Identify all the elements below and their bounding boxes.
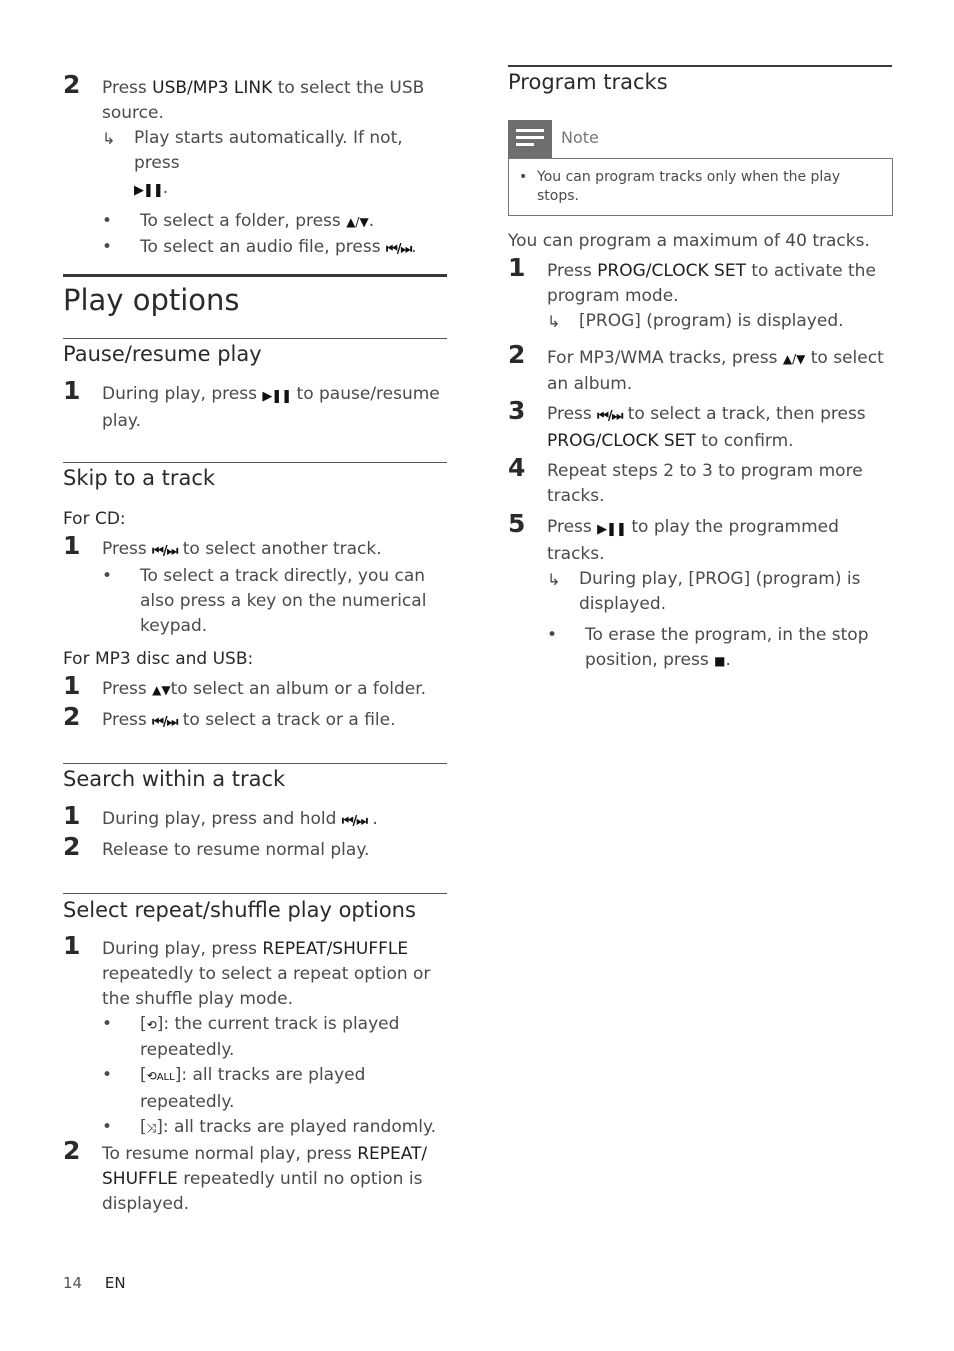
page-title: Play options — [63, 283, 240, 317]
program-tracks-heading: Program tracks — [508, 70, 668, 94]
divider — [63, 462, 447, 463]
prev-next-icon: ⏮/⏭ — [152, 544, 178, 559]
search-step-2: 2 Release to resume normal play. — [63, 832, 370, 861]
for-cd-label: For CD: — [63, 509, 126, 529]
program-step-2: 2 For MP3/WMA tracks, press ▲/▼ to select an album. — [508, 340, 884, 394]
mp3-step-2: 2 Press ⏮/⏭ to select a track or a file. — [63, 708, 447, 735]
prev-next-icon: ⏮/⏭ — [597, 409, 623, 424]
program-step-3: 3 Press ⏮/⏭ to select a track, then press PROG/CLOCK SET to confirm. — [508, 396, 866, 451]
note-label: Note — [561, 128, 599, 147]
repeat-shuffle-heading: Select repeat/shuffle play options — [63, 898, 416, 922]
result-arrow-icon: ↳ — [547, 570, 561, 589]
page-footer — [63, 1274, 126, 1292]
prog-clock-set-key: PROG/CLOCK SET — [597, 261, 746, 281]
result-arrow-icon: ↳ — [102, 129, 116, 148]
result-line: ↳ Play starts automatically. If not, press ▶❚❚. — [102, 126, 447, 203]
result-arrow-icon: ↳ — [547, 312, 561, 331]
note-icon — [508, 120, 552, 158]
note-box: • You can program tracks only when the play stops. — [508, 158, 893, 216]
repeat-all-icon: ⟲ALL — [146, 1069, 175, 1083]
for-mp3-label: For MP3 disc and USB: — [63, 649, 254, 669]
list-item: • To select a folder, press ▲/▼. — [102, 211, 375, 231]
pause-step: 1 During play, press ▶❚❚ to pause/resume play. — [63, 376, 440, 431]
play-pause-icon: ▶❚❚ — [262, 389, 292, 404]
prev-next-icon: ⏮/⏭ — [386, 242, 412, 257]
list-item: • To select an audio file, press ⏮/⏭. — [102, 235, 447, 262]
up-down-icon: ▲▼ — [152, 683, 171, 697]
prev-next-icon: ⏮/⏭ — [152, 715, 178, 730]
play-pause-icon: ▶❚❚ — [597, 522, 626, 537]
list-item: • To select a track directly, you can also press a key on the numerical keypad. — [102, 566, 427, 636]
list-item: • [⤨]: all tracks are played randomly. — [102, 1117, 437, 1137]
prog-clock-set-key: PROG/CLOCK SET — [547, 431, 696, 451]
divider — [508, 65, 892, 67]
shuffle-icon: ⤨ — [146, 1121, 157, 1135]
repeat-one-icon: ⟲ — [146, 1018, 157, 1032]
repeat-step-1: 1 During play, press REPEAT/SHUFFLE repeatedly to select a repeat option or the shuffle play mode. • [⟲]: the current track is played repeatedly. • [⟲ALL]: all tracks are played repeatedly. • [⤨]: all tracks are played randomly. — [63, 937, 447, 1141]
program-step-4: 4 Repeat steps 2 to 3 to program more tracks. — [508, 453, 863, 506]
cd-skip-step: 1 Press ⏮/⏭ to select another track. • To select a track directly, you can also press a key on the numerical keypad. — [63, 537, 447, 639]
mp3-step-1: 1 Press ▲▼to select an album or a folder. — [63, 671, 427, 700]
program-step-5: 5 Press ▶❚❚ to play the programmed tracks. ↳ During play, [PROG] (program) is displayed. • To erase the program, in the stop position, press ■. — [508, 515, 892, 674]
program-step-1: 1 Press PROG/CLOCK SET to activate the program mode. ↳ [PROG] (program) is displayed. — [508, 259, 892, 334]
usb-step: 2 Press USB/MP3 LINK to select the USB source. ↳ Play starts automatically. If not, press ▶❚❚. • To select a folder, press ▲/▼. • To select an audio file, press ⏮/⏭. — [63, 76, 447, 262]
list-item: • [⟲ALL]: all tracks are played repeatedly. — [102, 1065, 366, 1112]
search-heading: Search within a track — [63, 767, 286, 791]
up-down-icon: ▲/▼ — [346, 215, 369, 229]
stop-icon: ■ — [714, 654, 726, 668]
skip-track-heading: Skip to a track — [63, 466, 216, 490]
repeat-shuffle-key: REPEAT/ SHUFFLE — [102, 1144, 428, 1189]
prev-next-icon: ⏮/⏭ — [341, 814, 367, 829]
play-pause-icon: ▶❚❚ — [134, 183, 163, 198]
repeat-shuffle-key: REPEAT/SHUFFLE — [262, 939, 409, 959]
list-item: • To erase the program, in the stop position, press ■. — [547, 625, 869, 670]
search-step-1: 1 During play, press and hold ⏮/⏭ . — [63, 807, 447, 834]
up-down-icon: ▲/▼ — [782, 352, 806, 366]
pause-resume-heading: Pause/resume play — [63, 342, 262, 366]
step-number: 2 — [63, 70, 81, 99]
repeat-step-2: 2 To resume normal play, press REPEAT/ SHUFFLE repeatedly until no option is displayed. — [63, 1136, 428, 1214]
usb-mp3-link-key: USB/MP3 LINK — [152, 78, 273, 98]
divider — [63, 763, 447, 764]
language-code: EN — [104, 1274, 126, 1292]
divider — [63, 893, 447, 894]
program-intro: You can program a maximum of 40 tracks. — [508, 231, 870, 251]
section-divider — [63, 274, 447, 277]
divider — [63, 338, 447, 339]
page-number: 14 — [63, 1274, 83, 1292]
list-item: • [⟲]: the current track is played repeatedly. — [102, 1014, 400, 1060]
